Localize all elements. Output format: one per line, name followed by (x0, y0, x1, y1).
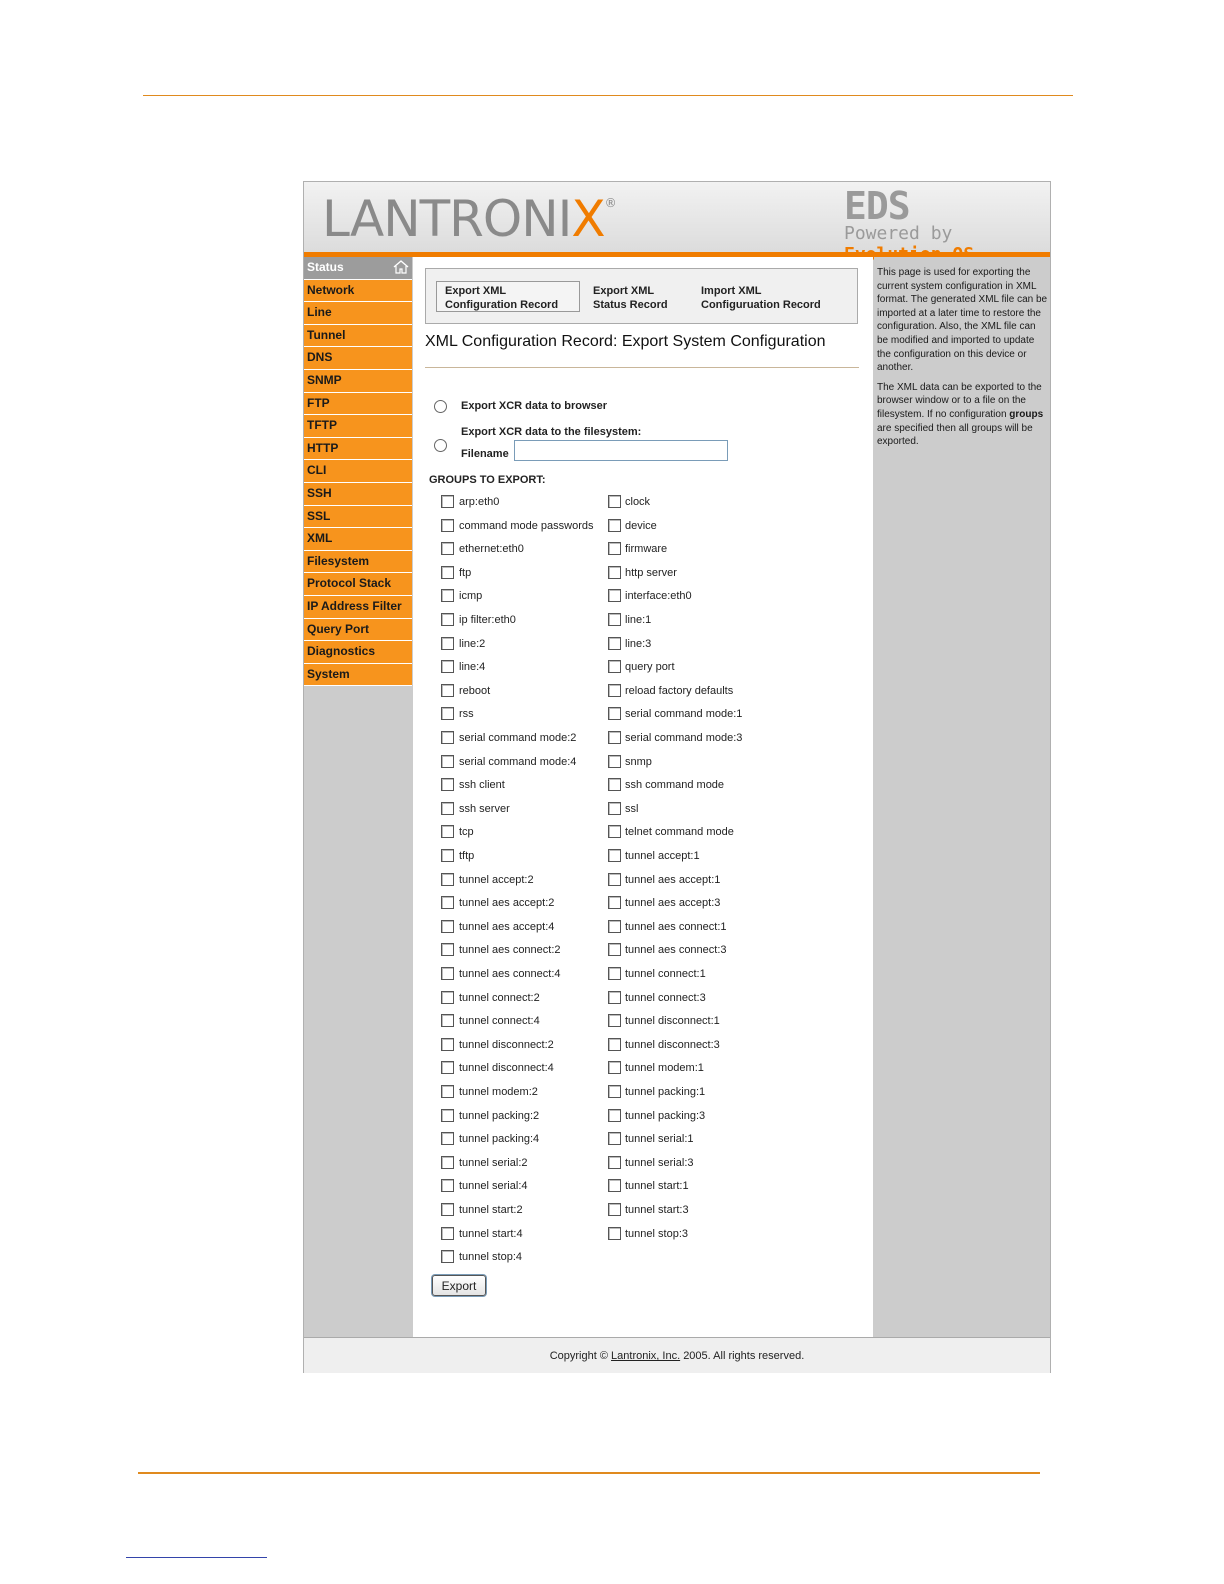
sidebar-item-label: SNMP (307, 372, 342, 387)
checkbox-reboot[interactable] (441, 684, 454, 697)
tab-bar (425, 268, 858, 324)
checkbox-arp-eth0[interactable] (441, 495, 454, 508)
group-label: tunnel stop:3 (625, 1227, 688, 1240)
checkbox-serial-command-mode-2[interactable] (441, 731, 454, 744)
checkbox-tunnel-start-2[interactable] (441, 1203, 454, 1216)
group-label: arp:eth0 (459, 496, 500, 508)
tab-import-config-record[interactable]: Import XML Configuruation Record (701, 285, 821, 311)
group-label: line:4 (459, 661, 486, 674)
sidebar-item-label: Line (307, 305, 332, 320)
sidebar-item-ssl[interactable] (304, 506, 412, 529)
sidebar-item-label: System (307, 666, 350, 681)
group-label: http server (625, 566, 677, 579)
checkbox-clock[interactable] (608, 495, 621, 508)
group-label: ssh server (459, 802, 510, 815)
group-label: tunnel start:2 (459, 1204, 523, 1216)
checkbox-serial-command-mode-1[interactable] (608, 707, 621, 720)
checkbox-ip-filter-eth0[interactable] (441, 613, 454, 626)
group-label: tunnel aes connect:3 (625, 944, 727, 957)
group-label: serial command mode:4 (459, 755, 577, 768)
group-label: clock (625, 496, 651, 508)
group-label: tunnel packing:2 (459, 1109, 540, 1122)
group-label: device (625, 519, 657, 532)
group-label: snmp (625, 755, 652, 768)
checkbox-ssl[interactable] (608, 802, 621, 815)
group-label: tunnel modem:2 (459, 1086, 538, 1098)
sidebar-item-cli[interactable] (304, 460, 412, 483)
checkbox-tunnel-aes-accept-3[interactable] (608, 896, 621, 909)
checkbox-tunnel-stop-4[interactable] (441, 1250, 454, 1263)
group-label: tunnel disconnect:3 (625, 1038, 720, 1051)
checkbox-http-server[interactable] (608, 566, 621, 579)
sidebar-item-protocol-stack[interactable] (304, 573, 412, 596)
group-label: tunnel packing:3 (625, 1109, 706, 1122)
group-label: tunnel serial:1 (625, 1133, 694, 1146)
checkbox-firmware[interactable] (608, 542, 621, 555)
sidebar-item-label: TFTP (307, 418, 337, 433)
checkbox-tunnel-serial-4[interactable] (441, 1179, 454, 1192)
group-label: tunnel serial:4 (459, 1180, 528, 1193)
header (304, 182, 1050, 252)
group-label: icmp (459, 590, 483, 603)
sidebar-item-label: SSH (307, 485, 332, 500)
export-filesystem-label: Export XCR data to the filesystem: (461, 426, 642, 438)
sidebar-item-filesystem[interactable] (304, 551, 412, 574)
checkbox-line-3[interactable] (608, 637, 621, 650)
sidebar-item-query-port[interactable] (304, 619, 412, 642)
export-browser-radio[interactable] (434, 400, 447, 413)
checkbox-ssh-client[interactable] (441, 778, 454, 791)
top-divider (143, 95, 1073, 96)
checkbox-tunnel-serial-2[interactable] (441, 1156, 454, 1169)
tab-export-config-record[interactable]: Export XML Configuration Record (436, 281, 580, 312)
group-label: tunnel accept:2 (459, 873, 534, 886)
checkbox-reload-factory-defaults[interactable] (608, 684, 621, 697)
checkbox-tunnel-start-4[interactable] (441, 1227, 454, 1240)
sidebar-item-status[interactable] (304, 257, 412, 280)
sidebar-item-ssh[interactable] (304, 483, 412, 506)
checkbox-ssh-server[interactable] (441, 802, 454, 815)
group-label: serial command mode:3 (625, 732, 743, 744)
checkbox-tunnel-packing-2[interactable] (441, 1109, 454, 1122)
product-name: EDS (844, 184, 910, 228)
checkbox-serial-command-mode-3[interactable] (608, 731, 621, 744)
group-label: tunnel aes accept:2 (459, 897, 555, 910)
sidebar-item-xml[interactable] (304, 528, 412, 551)
checkbox-line-4[interactable] (441, 660, 454, 673)
export-button[interactable]: Export (432, 1275, 486, 1296)
checkbox-ethernet-eth0[interactable] (441, 542, 454, 555)
sidebar-item-diagnostics[interactable] (304, 641, 412, 664)
group-label: ssl (625, 802, 639, 815)
checkbox-icmp[interactable] (441, 589, 454, 602)
group-label: line:3 (625, 637, 652, 650)
checkbox-tunnel-start-1[interactable] (608, 1179, 621, 1192)
tab-export-status-record[interactable]: Export XML Status Record (593, 285, 668, 311)
group-label: tunnel disconnect:4 (459, 1062, 554, 1075)
help-panel (874, 257, 1050, 1337)
checkbox-tunnel-aes-connect-4[interactable] (441, 967, 454, 980)
group-label: tftp (459, 850, 475, 862)
group-label: tcp (459, 826, 474, 839)
checkbox-tcp[interactable] (441, 825, 454, 838)
sidebar-item-label: IP Address Filter (307, 598, 402, 613)
checkbox-tunnel-disconnect-2[interactable] (441, 1038, 454, 1051)
sidebar-item-line[interactable] (304, 302, 412, 325)
group-label: line:1 (625, 614, 652, 626)
checkbox-tunnel-aes-accept-1[interactable] (608, 873, 621, 886)
sidebar-item-tftp[interactable] (304, 415, 412, 438)
group-label: reload factory defaults (625, 684, 734, 697)
group-label: serial command mode:2 (459, 732, 577, 744)
help-text-2: The XML data can be exported to the browser window or to a file on the filesystem. If no configuration groups are specified then all groups will be exported. (877, 381, 1044, 448)
export-browser-label: Export XCR data to browser (461, 400, 608, 412)
sidebar-item-dns[interactable] (304, 347, 412, 370)
checkbox-tunnel-accept-1[interactable] (608, 849, 621, 862)
group-label: tunnel aes connect:1 (625, 920, 727, 933)
group-label: ssh client (459, 779, 505, 792)
checkbox-serial-command-mode-4[interactable] (441, 755, 454, 768)
checkbox-tunnel-start-3[interactable] (608, 1203, 621, 1216)
group-label: reboot (459, 684, 491, 697)
checkbox-tunnel-disconnect-1[interactable] (608, 1014, 621, 1027)
group-label: tunnel aes connect:4 (459, 968, 561, 980)
home-icon[interactable] (393, 259, 409, 275)
powered-by: Powered by (844, 223, 953, 244)
group-label: tunnel serial:2 (459, 1156, 528, 1169)
group-label: tunnel stop:4 (459, 1251, 522, 1264)
sidebar-item-label: HTTP (307, 440, 339, 455)
sidebar-item-label: Network (307, 282, 355, 297)
sidebar-item-label: SSL (307, 508, 331, 523)
checkbox-tunnel-connect-2[interactable] (441, 991, 454, 1004)
sidebar-item-tunnel[interactable] (304, 325, 412, 348)
checkbox-tunnel-serial-1[interactable] (608, 1132, 621, 1145)
sidebar-item-http[interactable] (304, 438, 412, 461)
checkbox-ftp[interactable] (441, 566, 454, 579)
checkbox-tunnel-packing-3[interactable] (608, 1109, 621, 1122)
sidebar-item-ftp[interactable] (304, 393, 412, 416)
sidebar-item-label: XML (307, 531, 333, 546)
checkbox-tunnel-stop-3[interactable] (608, 1227, 621, 1240)
group-label: ethernet:eth0 (459, 543, 524, 556)
sidebar-item-label: Protocol Stack (307, 576, 392, 591)
group-label: tunnel start:1 (625, 1180, 689, 1193)
sidebar-item-ip-address-filter[interactable] (304, 596, 412, 619)
group-label: query port (625, 661, 675, 674)
checkbox-device[interactable] (608, 519, 621, 532)
sidebar-item-label: Status (307, 260, 344, 274)
group-label: tunnel connect:1 (625, 968, 706, 980)
sidebar-item-label: Diagnostics (307, 644, 376, 659)
group-label: tunnel connect:3 (625, 991, 706, 1004)
checkbox-query-port[interactable] (608, 660, 621, 673)
lantronix-link[interactable]: Lantronix, Inc. (611, 1350, 681, 1362)
footer: Copyright © Lantronix, Inc. 2005. All rights reserved. (304, 1337, 1050, 1373)
checkbox-rss[interactable] (441, 707, 454, 720)
checkbox-tunnel-connect-4[interactable] (441, 1014, 454, 1027)
group-label: tunnel modem:1 (625, 1062, 704, 1075)
bottom-link-underline (126, 1557, 267, 1558)
checkbox-tunnel-aes-connect-2[interactable] (441, 943, 454, 956)
checkbox-command-mode-passwords[interactable] (441, 519, 454, 532)
sidebar-item-label: Tunnel (307, 327, 346, 342)
sidebar-item-system[interactable] (304, 664, 412, 687)
group-label: tunnel start:4 (459, 1227, 523, 1240)
checkbox-tunnel-aes-accept-2[interactable] (441, 896, 454, 909)
group-label: tunnel packing:1 (625, 1086, 706, 1098)
bottom-divider (138, 1472, 1040, 1474)
sidebar-item-label: FTP (307, 395, 330, 410)
checkbox-line-1[interactable] (608, 613, 621, 626)
checkbox-tunnel-disconnect-4[interactable] (441, 1061, 454, 1074)
page-title: XML Configuration Record: Export System Configuration (425, 333, 826, 350)
filename-label: Filename (461, 448, 509, 460)
group-label: tunnel serial:3 (625, 1156, 694, 1169)
group-label: ssh command mode (625, 779, 725, 792)
sidebar-item-label: Query Port (307, 621, 370, 636)
group-label: tunnel connect:4 (459, 1015, 540, 1028)
checkbox-interface-eth0[interactable] (608, 589, 621, 602)
sidebar-item-snmp[interactable] (304, 370, 412, 393)
checkbox-tunnel-connect-1[interactable] (608, 967, 621, 980)
sidebar-item-label: Filesystem (307, 553, 370, 568)
group-label: tunnel aes connect:2 (459, 944, 561, 957)
lantronix-logo: LANTRONIX® (322, 190, 616, 248)
group-label: tunnel aes accept:3 (625, 897, 721, 910)
checkbox-ssh-command-mode[interactable] (608, 778, 621, 791)
checkbox-tunnel-connect-3[interactable] (608, 991, 621, 1004)
group-label: tunnel disconnect:2 (459, 1038, 554, 1051)
group-label: tunnel connect:2 (459, 991, 540, 1004)
group-label: serial command mode:1 (625, 708, 743, 721)
group-label: tunnel accept:1 (625, 850, 700, 862)
group-label: tunnel start:3 (625, 1204, 689, 1216)
group-label: ftp (459, 566, 472, 579)
filename-input[interactable] (514, 440, 728, 461)
group-label: ip filter:eth0 (459, 614, 516, 626)
group-label: tunnel aes accept:1 (625, 873, 721, 886)
checkbox-tunnel-aes-accept-4[interactable] (441, 920, 454, 933)
checkbox-line-2[interactable] (441, 637, 454, 650)
group-label: command mode passwords (459, 519, 594, 532)
checkbox-tunnel-aes-connect-1[interactable] (608, 920, 621, 933)
help-text-1: This page is used for exporting the current system configuration in XML format. The generated XML file can be imported at a later time to restore the configuration. Also, the XML file can be modified and imported to update the configuration on this device or another. (877, 267, 1048, 374)
sidebar-item-label: DNS (307, 350, 333, 365)
browser-page-frame (303, 181, 1051, 1373)
sidebar-item-network[interactable] (304, 280, 412, 303)
checkbox-tftp[interactable] (441, 849, 454, 862)
sidebar-nav (304, 257, 412, 686)
checkbox-snmp[interactable] (608, 755, 621, 768)
group-label: line:2 (459, 637, 486, 650)
checkbox-tunnel-packing-4[interactable] (441, 1132, 454, 1145)
checkbox-tunnel-accept-2[interactable] (441, 873, 454, 886)
group-label: tunnel aes accept:4 (459, 920, 555, 933)
group-label: firmware (625, 543, 668, 556)
group-label: tunnel disconnect:1 (625, 1015, 720, 1028)
checkbox-telnet-command-mode[interactable] (608, 825, 621, 838)
group-label: rss (459, 708, 474, 721)
title-divider (425, 367, 859, 368)
checkbox-tunnel-modem-1[interactable] (608, 1061, 621, 1074)
groups-heading: GROUPS TO EXPORT: (429, 474, 546, 486)
checkbox-tunnel-modem-2[interactable] (441, 1085, 454, 1098)
checkbox-tunnel-disconnect-3[interactable] (608, 1038, 621, 1051)
checkbox-tunnel-serial-3[interactable] (608, 1156, 621, 1169)
group-label: telnet command mode (625, 826, 734, 839)
group-label: tunnel packing:4 (459, 1133, 540, 1146)
checkbox-tunnel-packing-1[interactable] (608, 1085, 621, 1098)
sidebar-item-label: CLI (307, 463, 327, 478)
main-content (413, 257, 873, 1337)
group-label: interface:eth0 (625, 590, 692, 603)
checkbox-tunnel-aes-connect-3[interactable] (608, 943, 621, 956)
export-filesystem-radio[interactable] (434, 439, 447, 452)
